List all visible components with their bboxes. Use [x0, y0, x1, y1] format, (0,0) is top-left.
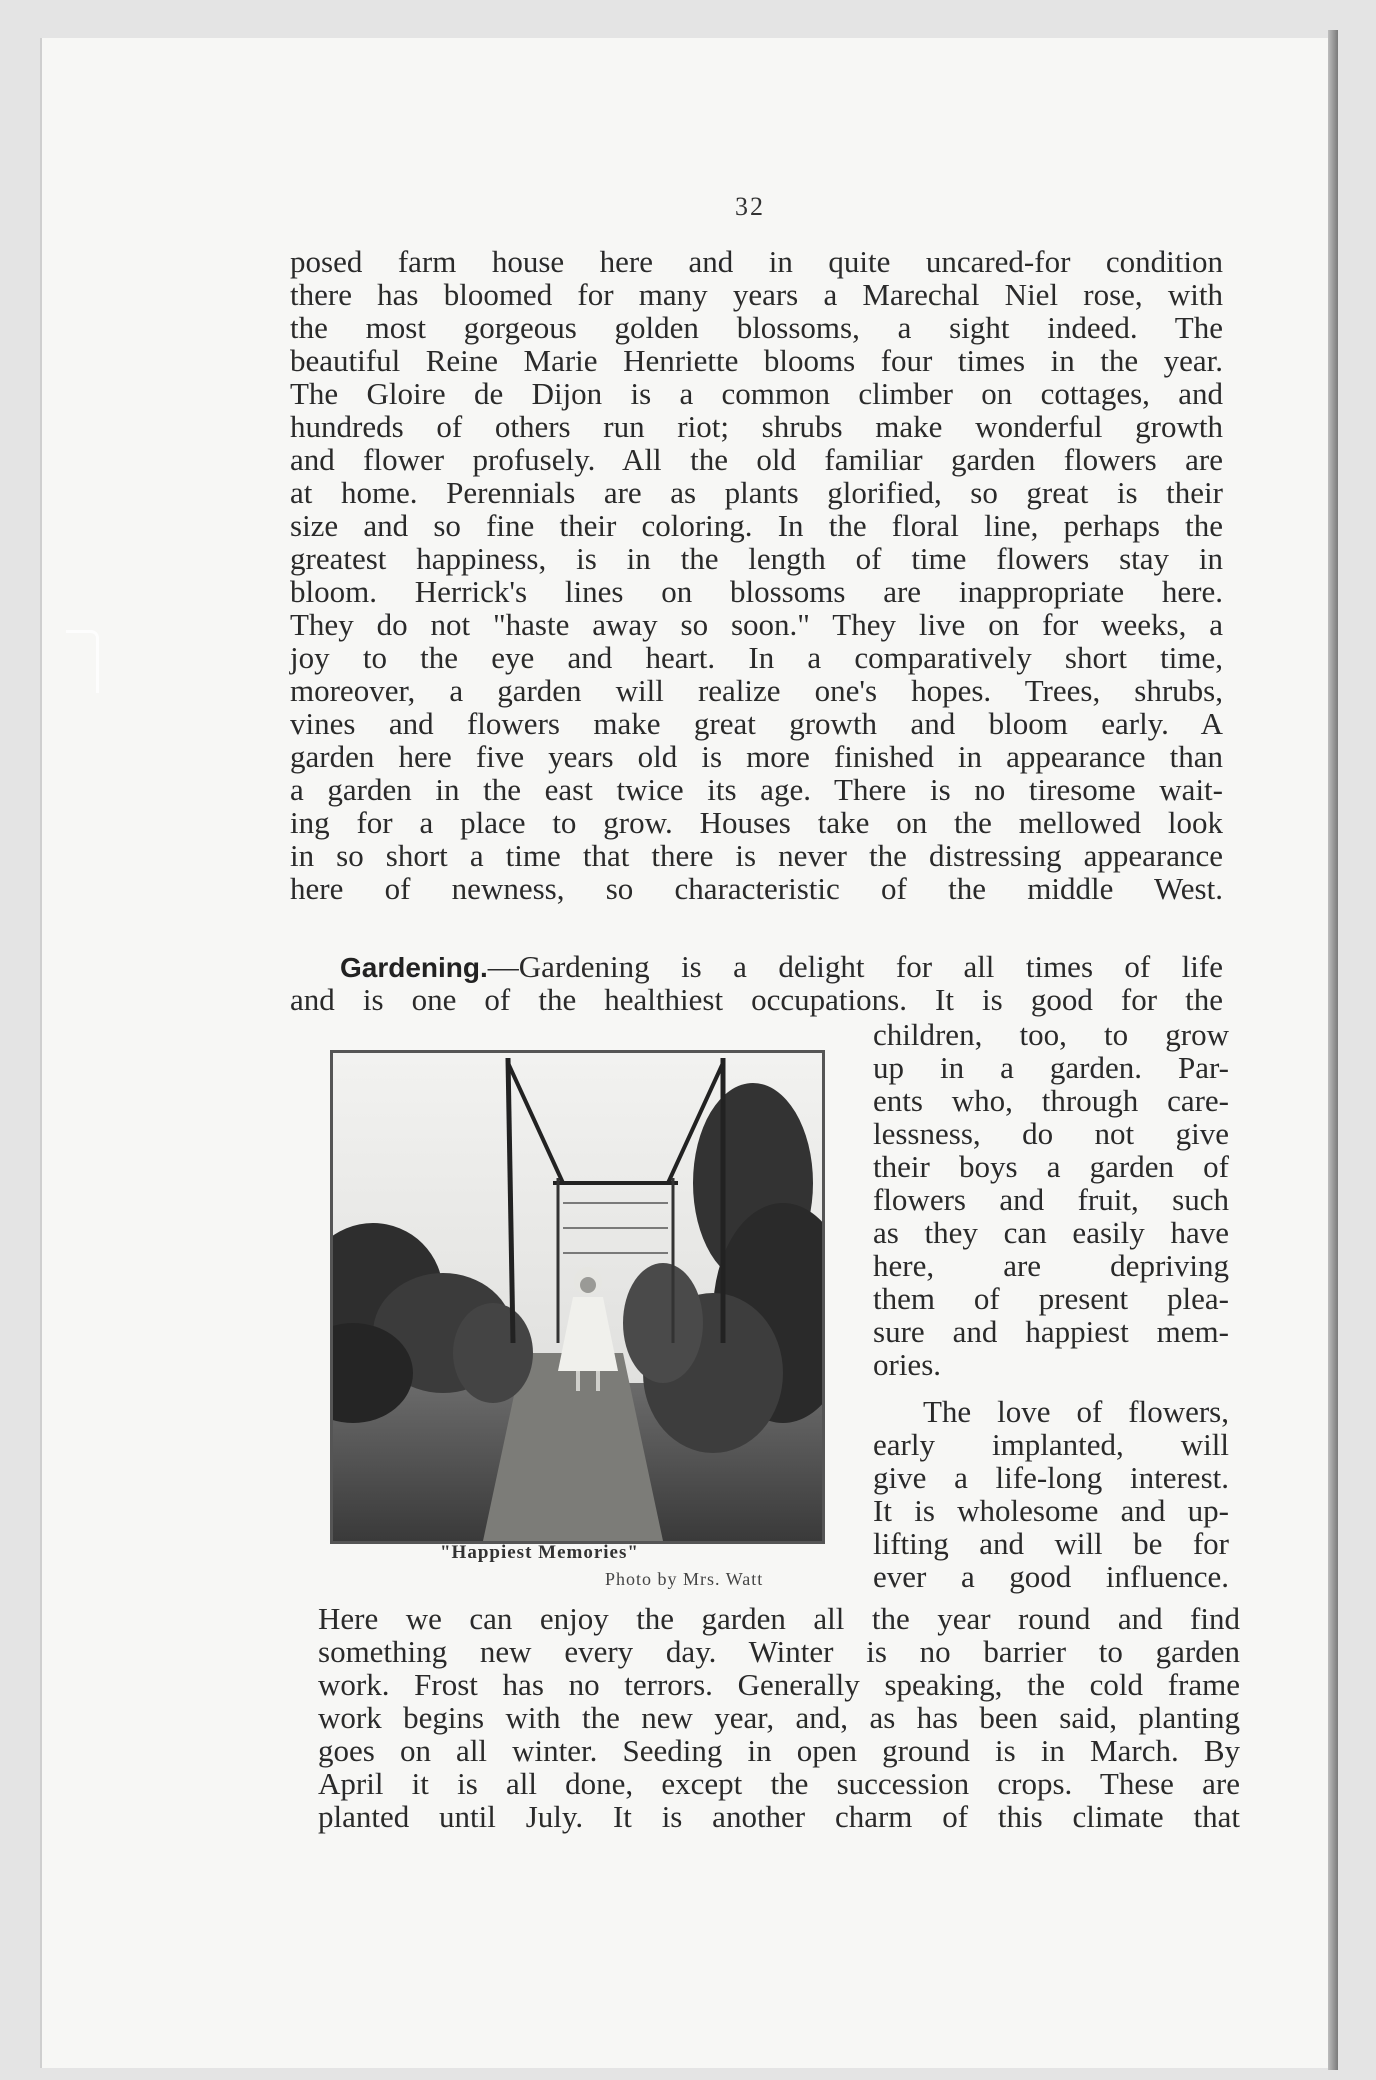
text-line: hundreds of others run riot; shrubs make wonderful growth [290, 409, 1223, 444]
text-line: at home. Perennials are as plants glorified, so great is their [290, 475, 1223, 510]
text-line: the most gorgeous golden blossoms, a sight indeed. The [290, 310, 1223, 345]
text-line: and is one of the healthiest occupations. It is good for the [290, 982, 1223, 1017]
text-line: bloom. Herrick's lines on blossoms are inappropriate here. [290, 574, 1223, 609]
text-line: ing for a place to grow. Houses take on the mellowed look [290, 805, 1223, 840]
text-line: joy to the eye and heart. In a comparatively short time, [290, 640, 1223, 675]
text-line: their boys a garden of [873, 1149, 1229, 1184]
text-line: It is wholesome and up- [873, 1493, 1229, 1528]
text-line: flowers and fruit, such [873, 1182, 1229, 1217]
paragraph-roses [290, 245, 1223, 905]
text-line [290, 950, 1223, 983]
text-line: there has bloomed for many years a Marechal Niel rose, with [290, 277, 1223, 312]
text-line: in so short a time that there is never the distressing appearance [290, 838, 1223, 873]
text-line: moreover, a garden will realize one's hopes. Trees, shrubs, [290, 673, 1223, 708]
text-line: as they can easily have [873, 1215, 1229, 1250]
section-heading: Gardening. [340, 952, 488, 983]
text-line: goes on all winter. Seeding in open ground is in March. By [318, 1733, 1240, 1768]
text-line: them of present plea- [873, 1281, 1229, 1316]
text-line: beautiful Reine Marie Henriette blooms four times in the year. [290, 343, 1223, 378]
text-line: garden here five years old is more finished in appearance than [290, 739, 1223, 774]
photo-image [333, 1053, 822, 1541]
text-line: up in a garden. Par- [873, 1050, 1229, 1085]
photo-caption: "Happiest Memories" [440, 1542, 639, 1563]
paragraph-gap [873, 1381, 1229, 1395]
photo-happiest-memories [330, 1050, 825, 1544]
text-line: and flower profusely. All the old familiar garden flowers are [290, 442, 1223, 477]
book-spine [1328, 30, 1338, 2070]
text-line: work begins with the new year, and, as has been said, planting [318, 1700, 1240, 1735]
text-line: planted until July. It is another charm of this climate that [318, 1799, 1240, 1834]
text-line: vines and flowers make great growth and bloom early. A [290, 706, 1223, 741]
text-line: lessness, do not give [873, 1116, 1229, 1151]
text-line: work. Frost has no terrors. Generally speaking, the cold frame [318, 1667, 1240, 1702]
text-line: ories. [873, 1347, 942, 1382]
text-line: here of newness, so characteristic of the middle West. [290, 871, 1223, 906]
text-line: a garden in the east twice its age. There is no tiresome wait- [290, 772, 1223, 807]
text-line: here, are depriving [873, 1248, 1229, 1283]
text-line: size and so fine their coloring. In the floral line, perhaps the [290, 508, 1223, 543]
text-line: Here we can enjoy the garden all the year round and find [318, 1601, 1240, 1636]
text-line: ents who, through care- [873, 1083, 1229, 1118]
photo-credit: Photo by Mrs. Watt [605, 1569, 764, 1589]
text-line: greatest happiness, is in the length of time flowers stay in [290, 541, 1223, 576]
paragraph-year-round [318, 1602, 1240, 1833]
paragraph-gardening [290, 950, 1223, 1016]
text-line: lifting and will be for [873, 1526, 1229, 1561]
text-line: early implanted, will [873, 1427, 1229, 1462]
text-line: posed farm house here and in quite uncared-for condition [290, 244, 1223, 279]
text-line: ever a good influence. [873, 1559, 1229, 1594]
text-line: give a life-long interest. [873, 1460, 1229, 1495]
text-line: sure and happiest mem- [873, 1314, 1229, 1349]
text-line: The Gloire de Dijon is a common climber on cottages, and [290, 376, 1223, 411]
page-number: 32 [735, 192, 765, 221]
text-line: They do not "haste away so soon." They live on for weeks, a [290, 607, 1223, 642]
text-line: The love of flowers, [923, 1394, 1229, 1429]
text-line: April it is all done, except the succession crops. These are [318, 1766, 1240, 1801]
text-line: children, too, to grow [873, 1017, 1229, 1052]
text-line-rest: —Gardening is a delight for all times of life [487, 949, 1223, 984]
side-column [873, 1018, 1229, 1593]
text-line: something new every day. Winter is no barrier to garden [318, 1634, 1240, 1669]
page-smudge [66, 630, 99, 693]
